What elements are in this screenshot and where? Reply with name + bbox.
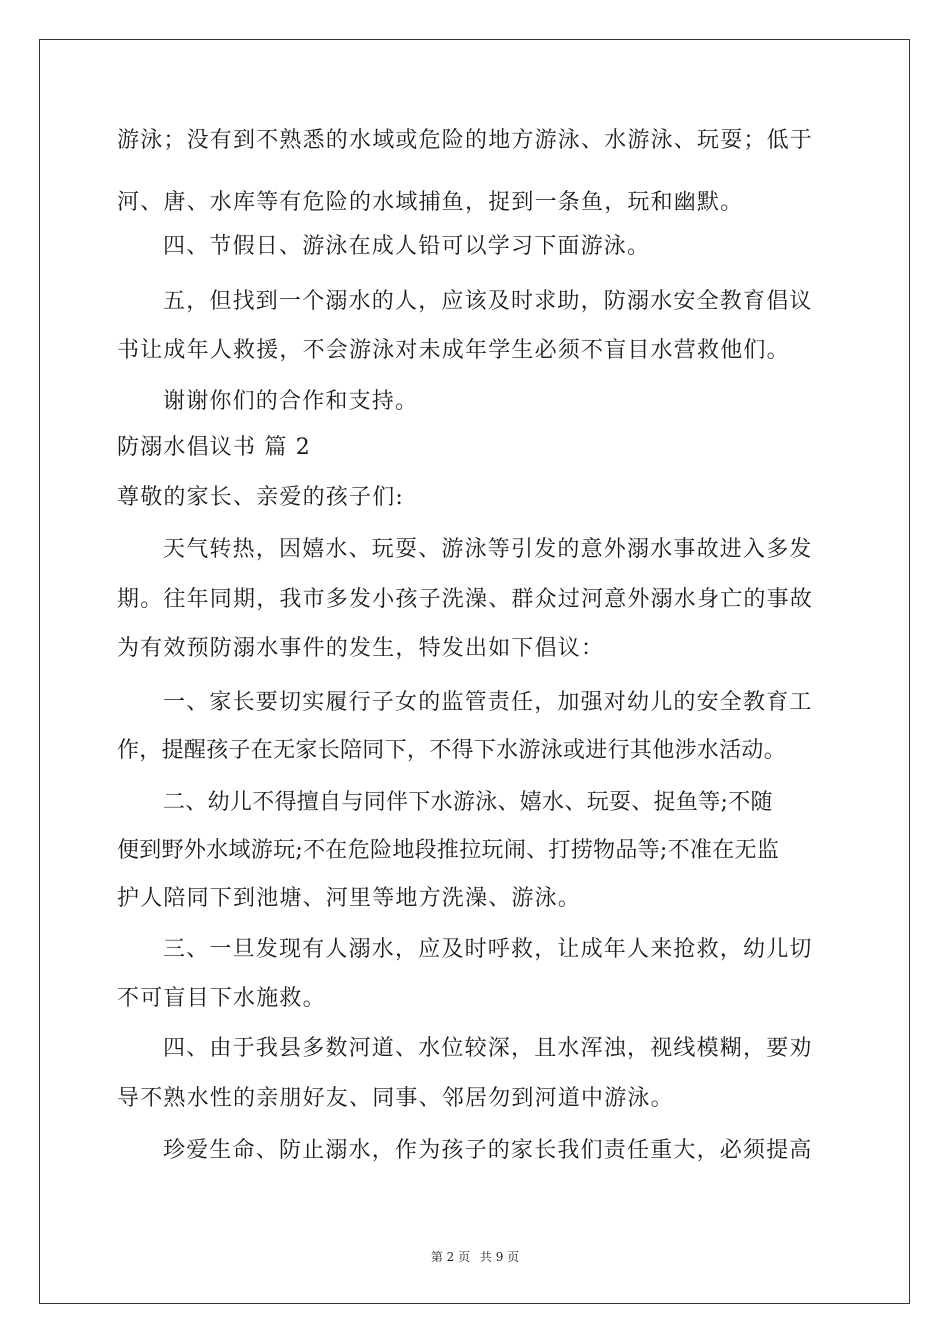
- text-line: 护人陪同下到池塘、河里等地方洗澡、游泳。: [117, 886, 582, 911]
- text-line: 不可盲目下水施救。: [117, 986, 326, 1011]
- text-line: 游泳；没有到不熟悉的水域或危险的地方游泳、水游泳、玩耍；低于: [117, 128, 814, 153]
- text-line: 二、幼儿不得擅自与同伴下水游泳、嬉水、玩耍、捉鱼等;不随: [163, 790, 773, 815]
- section-heading: 防溺水倡议书 篇 2: [117, 435, 311, 460]
- text-line: 便到野外水域游玩;不在危险地段推拉玩闹、打捞物品等;不准在无监: [117, 838, 780, 863]
- text-line: 河、唐、水库等有危险的水域捕鱼，捉到一条鱼，玩和幽默。: [117, 190, 744, 215]
- text-line: 天气转热，因嬉水、玩耍、游泳等引发的意外溺水事故进入多发: [163, 537, 813, 562]
- text-line: 谢谢你们的合作和支持。: [163, 389, 419, 414]
- text-line: 五，但找到一个溺水的人，应该及时求助，防溺水安全教育倡议: [163, 289, 813, 314]
- text-line: 一、家长要切实履行子女的监管责任，加强对幼儿的安全教育工: [163, 690, 813, 715]
- text-line: 为有效预防溺水事件的发生，特发出如下倡议：: [117, 636, 605, 661]
- text-line: 导不熟水性的亲朋好友、同事、邻居勿到河道中游泳。: [117, 1086, 674, 1111]
- text-line: 四、节假日、游泳在成人铅可以学习下面游泳。: [163, 234, 651, 259]
- text-line: 期。往年同期，我市多发小孩子洗澡、群众过河意外溺水身亡的事故: [117, 587, 814, 612]
- text-line: 书让成年人救援，不会游泳对未成年学生必须不盲目水营救他们。: [117, 338, 790, 363]
- page-total: 共 9 页: [479, 1250, 520, 1264]
- text-line: 三、一旦发现有人溺水，应及时呼救，让成年人来抢救，幼儿切: [163, 937, 813, 962]
- text-line: 四、由于我县多数河道、水位较深，且水浑浊，视线模糊，要劝: [163, 1036, 813, 1061]
- page-border: [39, 39, 910, 1304]
- page-footer: [0, 1248, 950, 1265]
- text-line: 珍爱生命、防止溺水，作为孩子的家长我们责任重大，必须提高: [163, 1138, 813, 1163]
- salutation: 尊敬的家长、亲爱的孩子们:: [117, 485, 405, 510]
- page-number: 第 2 页: [430, 1250, 471, 1264]
- text-line: 作，提醒孩子在无家长陪同下，不得下水游泳或进行其他涉水活动。: [117, 738, 787, 763]
